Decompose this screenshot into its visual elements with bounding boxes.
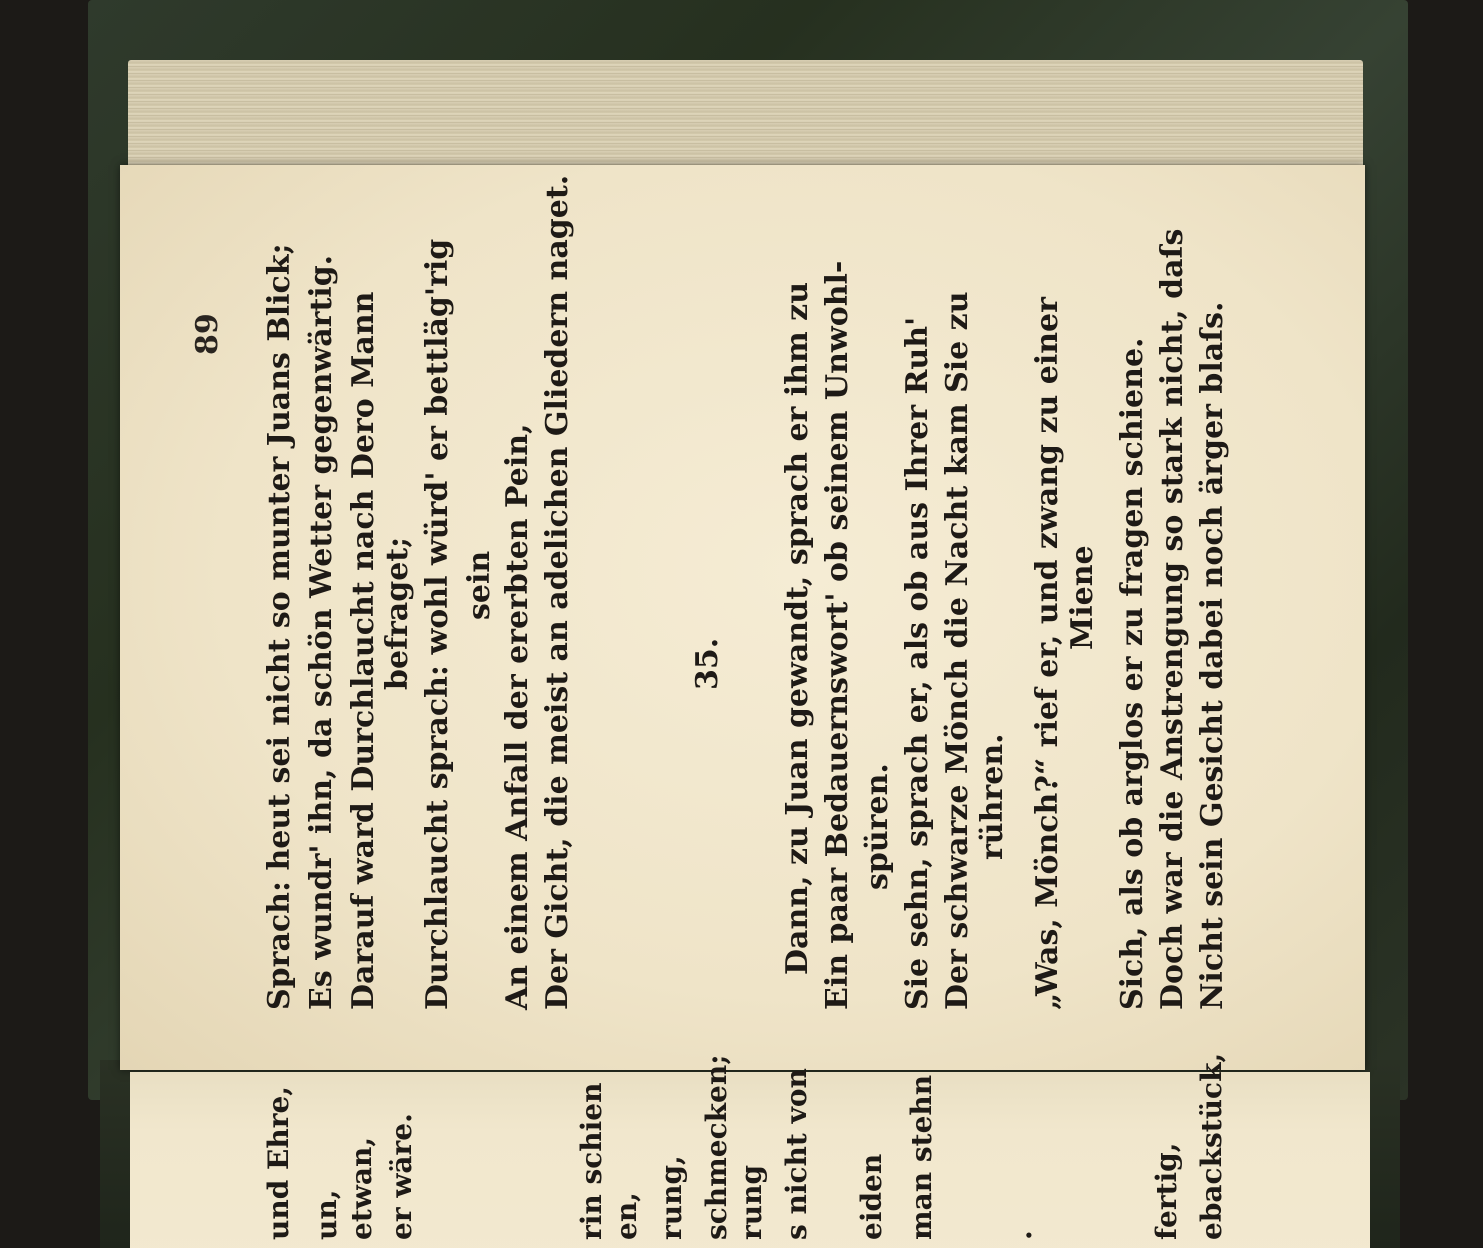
text-line: Der Gicht, die meist an adelichen Gliedern naget. xyxy=(540,174,575,1010)
fragment-line: etwan, xyxy=(345,1136,378,1240)
fragment-line: schmecken; xyxy=(700,1054,733,1240)
text-line: Miene xyxy=(1065,545,1100,650)
text-line: „Was, Mönch?“ rief er, und zwang zu einer xyxy=(1030,297,1065,1010)
text-line: Es wundr' ihn, da schön Wetter gegenwärtig. xyxy=(304,254,339,1010)
page-edges xyxy=(128,60,1363,178)
fragment-line: rung, xyxy=(655,1155,688,1240)
fragment-line: . xyxy=(1005,1230,1038,1240)
text-line: Sich, als ob arglos er zu fragen schiene. xyxy=(1115,337,1150,1010)
text-line: Dann, zu Juan gewandt, sprach er ihm zu xyxy=(780,281,815,975)
text-line: Sie sehn, sprach er, als ob aus Ihrer Ruh' xyxy=(900,316,935,1010)
text-line: Durchlaucht sprach: wohl würd' er bettläg'rig xyxy=(420,238,455,1010)
text-line: rühren. xyxy=(975,733,1010,860)
text-line: Nicht sein Gesicht dabei noch ärger blaſs. xyxy=(1195,301,1230,1010)
fragment-line: und Ehre, xyxy=(262,1085,295,1240)
text-line: befraget; xyxy=(380,536,415,690)
text-line: Darauf ward Durchlaucht nach Dero Mann xyxy=(346,291,381,1010)
fragment-line: eiden xyxy=(855,1153,888,1240)
text-line: Der schwarze Mönch die Nacht kam Sie zu xyxy=(940,291,975,1010)
text-line: An einem Anfall der ererbten Pein, xyxy=(500,423,535,1010)
text-line: 35. xyxy=(690,637,725,690)
fragment-line: er wäre. xyxy=(385,1113,418,1240)
text-line: spüren. xyxy=(860,763,895,890)
fragment-line: man stehn xyxy=(905,1074,938,1240)
fragment-line: s nicht von xyxy=(780,1068,813,1240)
text-line: Ein paar Bedauernswort' ob seinem Unwohl- xyxy=(820,260,855,1010)
text-line: Sprach: heut sei nicht so munter Juans Blick; xyxy=(262,243,297,1010)
fragment-line: rung xyxy=(735,1164,768,1240)
fragment-line: en, xyxy=(610,1192,643,1240)
fragment-line: ebackstück, xyxy=(1195,1052,1228,1240)
text-line: Doch war die Anstrengung so stark nicht, daſs xyxy=(1155,228,1190,1010)
page-number: 89 xyxy=(190,313,225,355)
fragment-line: fertig, xyxy=(1150,1142,1183,1240)
text-line: sein xyxy=(462,550,497,620)
fragment-line: un, xyxy=(310,1189,343,1240)
fragment-line: rin schien xyxy=(575,1082,608,1240)
